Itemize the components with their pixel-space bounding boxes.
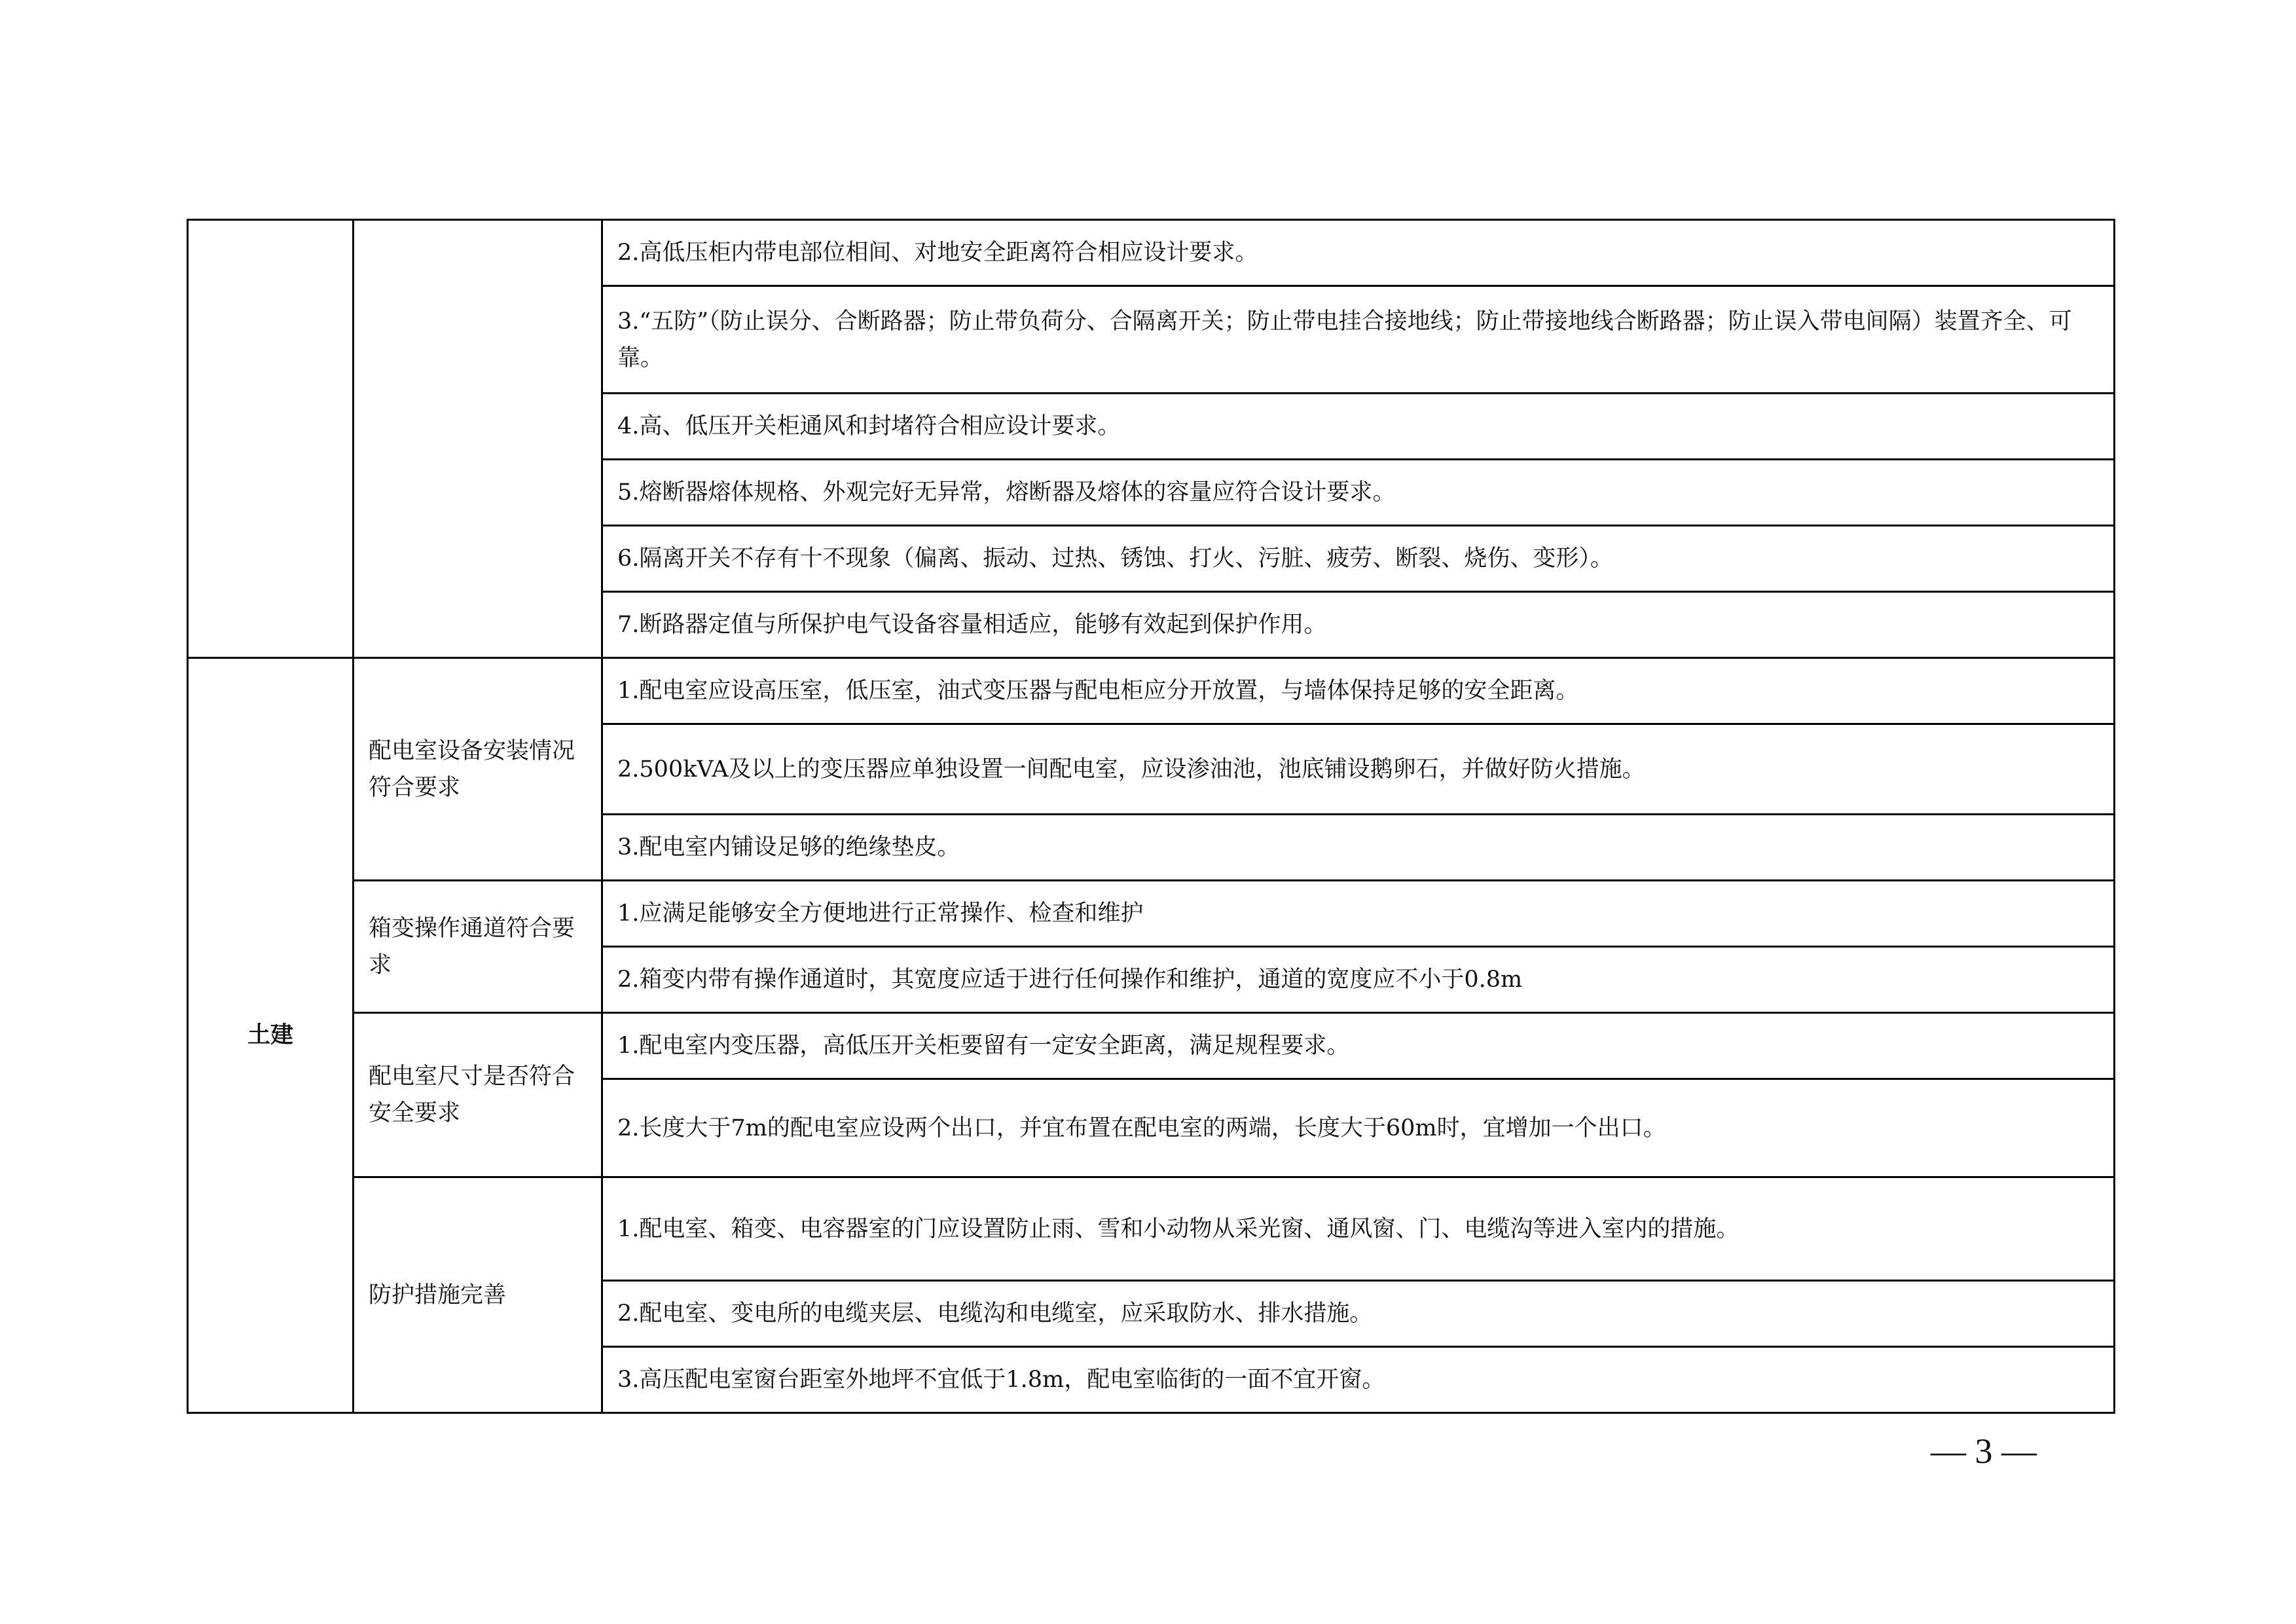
requirement-item: 2.配电室、变电所的电缆夹层、电缆沟和电缆室，应采取防水、排水措施。 — [602, 1281, 2115, 1347]
table-row — [188, 1177, 2115, 1281]
group-name-cell: 配电室尺寸是否符合安全要求 — [354, 1013, 602, 1177]
category-cell-continued — [188, 220, 354, 658]
group-name-cell: 防护措施完善 — [354, 1177, 602, 1413]
inspection-table — [187, 219, 2115, 1414]
requirement-item: 4.高、低压开关柜通风和封堵符合相应设计要求。 — [602, 394, 2115, 460]
requirement-item: 1.应满足能够安全方便地进行正常操作、检查和维护 — [602, 881, 2115, 947]
requirement-item: 2.高低压柜内带电部位相间、对地安全距离符合相应设计要求。 — [602, 220, 2115, 286]
table-row — [188, 220, 2115, 286]
requirement-item: 6.隔离开关不存有十不现象（偏离、振动、过热、锈蚀、打火、污脏、疲劳、断裂、烧伤、变形）。 — [602, 526, 2115, 592]
requirement-item: 1.配电室应设高压室，低压室，油式变压器与配电柜应分开放置，与墙体保持足够的安全距离。 — [602, 658, 2115, 724]
category-cell: 土建 — [188, 658, 354, 1413]
page-number: — 3 — — [1931, 1431, 2037, 1471]
requirement-item: 1.配电室内变压器，高低压开关柜要留有一定安全距离，满足规程要求。 — [602, 1013, 2115, 1079]
requirement-item: 3.“五防”（防止误分、合断路器；防止带负荷分、合隔离开关；防止带电挂合接地线；防止带接地线合断路器；防止误入带电间隔）装置齐全、可靠。 — [602, 286, 2115, 394]
requirement-item: 5.熔断器熔体规格、外观完好无异常，熔断器及熔体的容量应符合设计要求。 — [602, 460, 2115, 526]
table-row — [188, 1013, 2115, 1079]
group-cell-continued — [354, 220, 602, 658]
requirement-item: 3.配电室内铺设足够的绝缘垫皮。 — [602, 815, 2115, 881]
requirement-item: 2.长度大于7m的配电室应设两个出口，并宜布置在配电室的两端，长度大于60m时，宜增加一个出口。 — [602, 1079, 2115, 1177]
requirement-item: 1.配电室、箱变、电容器室的门应设置防止雨、雪和小动物从采光窗、通风窗、门、电缆沟等进入室内的措施。 — [602, 1177, 2115, 1281]
table-row — [188, 658, 2115, 724]
table-row — [188, 881, 2115, 947]
group-name-cell: 配电室设备安装情况符合要求 — [354, 658, 602, 881]
requirement-item: 2.箱变内带有操作通道时，其宽度应适于进行任何操作和维护，通道的宽度应不小于0.8m — [602, 947, 2115, 1013]
group-name-cell: 箱变操作通道符合要求 — [354, 881, 602, 1013]
requirement-item: 3.高压配电室窗台距室外地坪不宜低于1.8m，配电室临街的一面不宜开窗。 — [602, 1347, 2115, 1413]
requirement-item: 2.500kVA及以上的变压器应单独设置一间配电室，应设渗油池，池底铺设鹅卵石，并做好防火措施。 — [602, 724, 2115, 815]
requirement-item: 7.断路器定值与所保护电气设备容量相适应，能够有效起到保护作用。 — [602, 592, 2115, 658]
